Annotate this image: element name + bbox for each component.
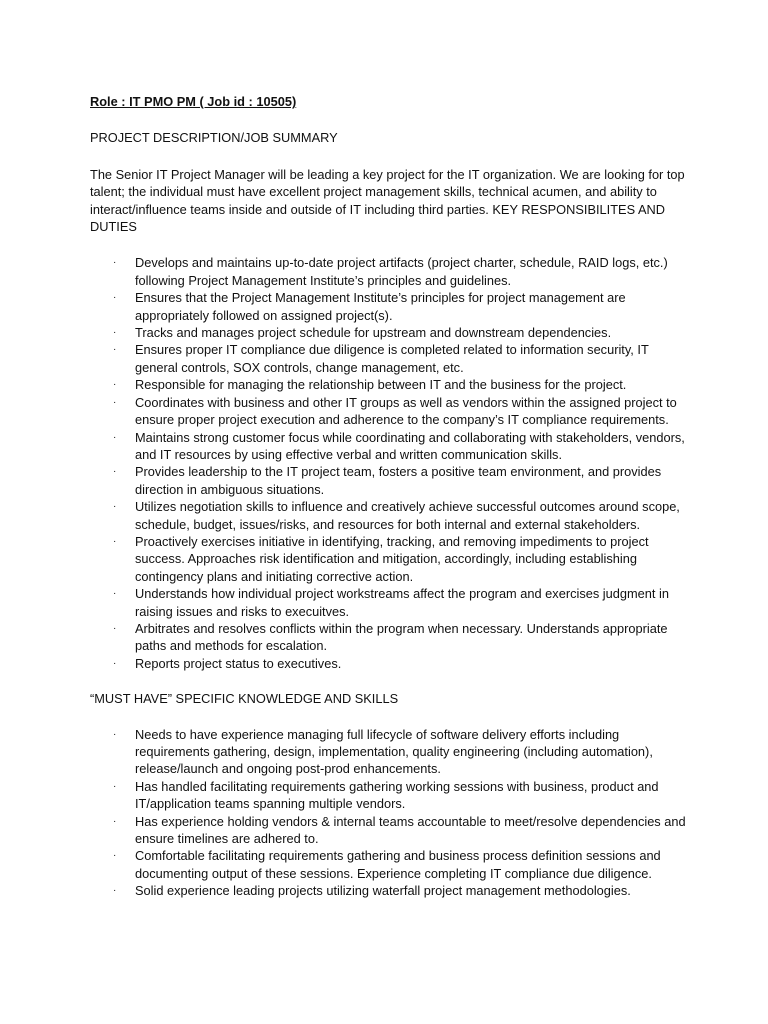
role-title: Role : IT PMO PM ( Job id : 10505): [90, 94, 297, 109]
responsibility-item: [90, 620, 690, 655]
skill-item: [90, 726, 690, 778]
document-body: [90, 93, 690, 900]
bullet-icon: ·: [113, 327, 117, 339]
bullet-icon: ·: [113, 466, 117, 478]
bullet-icon: ·: [113, 431, 117, 443]
responsibility-item-text: Responsible for managing the relationship between IT and the business for the project.: [135, 377, 627, 393]
bullet-icon: ·: [113, 257, 117, 269]
skill-item: [90, 813, 690, 848]
bullet-icon: ·: [113, 850, 117, 862]
skill-item-text: Has handled facilitating requirements gathering working sessions with business, product and IT/application teams spanning multiple vendors.: [135, 778, 659, 812]
bullet-icon: ·: [113, 396, 117, 408]
skills-list: [90, 726, 690, 900]
responsibility-item: [90, 498, 690, 533]
responsibility-item-text: Ensures proper IT compliance due diligence is completed related to information security, IT general controls, SOX controls, change management, etc.: [135, 342, 649, 375]
responsibility-item-text: Reports project status to executives.: [135, 655, 342, 671]
responsibility-item-text: Provides leadership to the IT project team, fosters a positive team environment, and provides direction in ambiguous situations.: [135, 464, 662, 497]
responsibility-item: [90, 533, 690, 585]
responsibility-item-text: Proactively exercises initiative in identifying, tracking, and removing impediments to project success. Approaches risk identification and mitigation, accordingly, including establishing contingency plans and initiating corrective action.: [135, 533, 649, 584]
responsibility-item-text: Develops and maintains up-to-date project artifacts (project charter, schedule, RAID logs, etc.) following Project Management Institute’s principles and guidelines.: [135, 255, 668, 288]
responsibility-item: [90, 394, 690, 429]
responsibility-item: [90, 341, 690, 376]
responsibility-item-text: Maintains strong customer focus while coordinating and collaborating with stakeholders, vendors, and IT resources by using effective verbal and written communication skills.: [135, 429, 685, 462]
responsibility-item: [90, 289, 690, 324]
summary-paragraph: The Senior IT Project Manager will be leading a key project for the IT organization. We are looking for top talent; the individual must have excellent project management skills, technical acumen, and ability to interact/influence teams inside and outside of IT including third parties. KEY RESPONSIBILITES AND DUTIES: [90, 166, 685, 235]
skill-item-text: Comfortable facilitating requirements gathering and business process definition sessions and documenting output of these sessions. Experience completing IT compliance due diligence.: [135, 848, 661, 881]
responsibility-item: [90, 585, 690, 620]
skill-item-text: Needs to have experience managing full lifecycle of software delivery efforts including requirements gathering, design, implementation, quality engineering (including automation), release/launch and ongoing post-prod enhancements.: [135, 726, 653, 777]
bullet-icon: ·: [113, 657, 117, 669]
skill-item: [90, 778, 690, 813]
bullet-icon: ·: [113, 292, 117, 304]
responsibility-item: [90, 324, 690, 341]
skill-item: [90, 847, 690, 882]
bullet-icon: ·: [113, 588, 117, 600]
responsibility-item: [90, 463, 690, 498]
bullet-icon: ·: [113, 501, 117, 513]
skills-heading: “MUST HAVE” SPECIFIC KNOWLEDGE AND SKILLS: [90, 691, 399, 707]
responsibility-item-text: Tracks and manages project schedule for upstream and downstream dependencies.: [135, 325, 612, 341]
responsibility-item-text: Utilizes negotiation skills to influence and creatively achieve successful outcomes around scope, schedule, budget, issues/risks, and resources for both internal and external stakeholders.: [135, 499, 680, 532]
skill-item: [90, 882, 690, 899]
bullet-icon: ·: [113, 535, 117, 547]
responsibility-item: [90, 254, 690, 289]
bullet-icon: ·: [113, 885, 117, 897]
responsibility-item-text: Ensures that the Project Management Institute’s principles for project management are appropriately followed on assigned project(s).: [135, 290, 626, 323]
bullet-icon: ·: [113, 379, 117, 391]
skill-item-text: Has experience holding vendors & internal teams accountable to meet/resolve dependencies and ensure timelines are adhered to.: [135, 813, 686, 847]
skill-item-text: Solid experience leading projects utilizing waterfall project management methodologies.: [135, 883, 631, 899]
bullet-icon: ·: [113, 728, 117, 740]
responsibility-item-text: Understands how individual project workstreams affect the program and exercises judgment in raising issues and risks to execuitves.: [135, 586, 669, 619]
bullet-icon: ·: [113, 780, 117, 792]
bullet-icon: ·: [113, 344, 117, 356]
summary-heading: PROJECT DESCRIPTION/JOB SUMMARY: [90, 130, 338, 146]
responsibility-item-text: Arbitrates and resolves conflicts within the program when necessary. Understands appropriate paths and methods for escalation.: [135, 620, 668, 654]
responsibilities-list: [90, 254, 690, 672]
responsibility-item: [90, 429, 690, 464]
bullet-icon: ·: [113, 622, 117, 634]
responsibility-item: [90, 376, 690, 393]
responsibility-item: [90, 655, 690, 672]
responsibility-item-text: Coordinates with business and other IT groups as well as vendors within the assigned project to ensure proper project execution and adherence to the company’s IT compliance requirements.: [135, 394, 677, 428]
bullet-icon: ·: [113, 815, 117, 827]
